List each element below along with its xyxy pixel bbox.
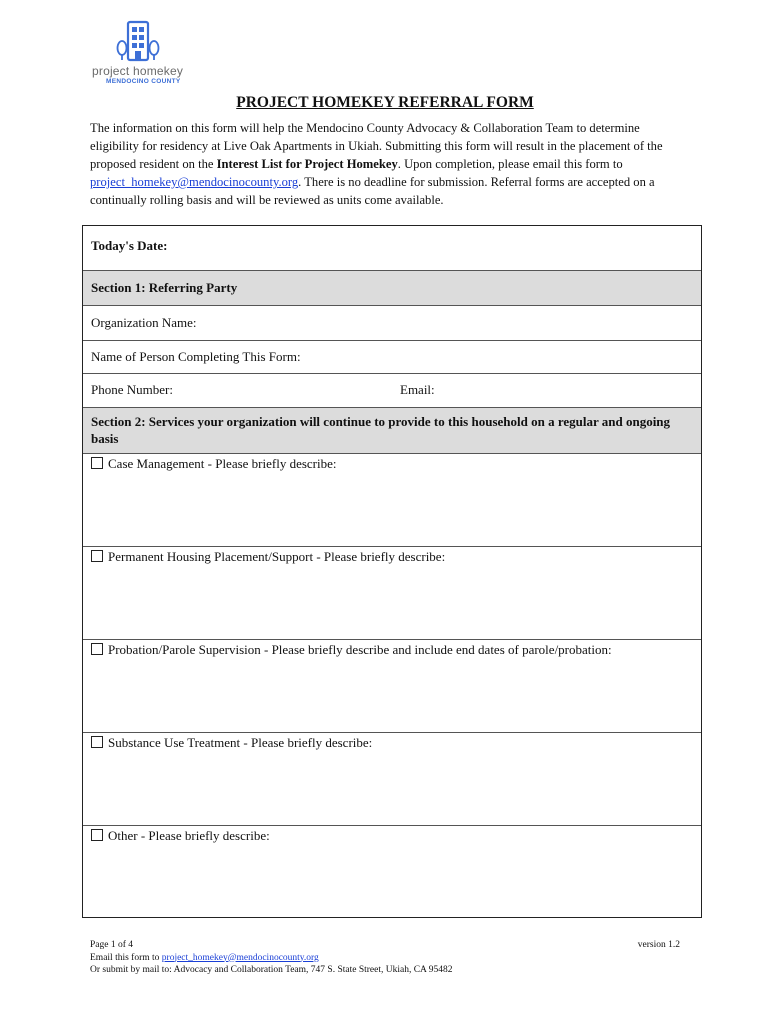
footer-email-line xyxy=(90,952,680,965)
phone-email-row[interactable] xyxy=(83,373,701,407)
section-2-label: Section 2: Services your organization will continue to provide to this household on a regular and ongoing basis xyxy=(91,414,671,446)
service-label: Probation/Parole Supervision - Please briefly describe and include end dates of parole/probation: xyxy=(108,642,612,657)
service-label: Case Management - Please briefly describe: xyxy=(108,456,337,471)
intro-text-2: . Upon completion, please email this form to xyxy=(397,157,623,171)
person-name-label: Name of Person Completing This Form: xyxy=(91,349,301,364)
section-1-label: Section 1: Referring Party xyxy=(91,280,238,295)
checkbox-icon[interactable] xyxy=(91,736,103,748)
service-label: Substance Use Treatment - Please briefly describe: xyxy=(108,735,373,750)
form-title: PROJECT HOMEKEY REFERRAL FORM xyxy=(236,94,534,111)
intro-text-1: The information on this form will help the Mendocino County Advocacy & Collaboration Team to determine eligibility for residency at Live Oak Apartments in Ukiah. Submitting this form will result in the placement of the proposed resident on the xyxy=(90,121,663,171)
checkbox-icon[interactable] xyxy=(91,457,103,469)
organization-name-field[interactable] xyxy=(83,305,701,340)
organization-name-label: Organization Name: xyxy=(91,315,197,330)
checkbox-icon[interactable] xyxy=(91,829,103,841)
checkbox-icon[interactable] xyxy=(91,643,103,655)
section-2-header xyxy=(83,407,701,453)
footer-mail-line: Or submit by mail to: Advocacy and Collaboration Team, 747 S. State Street, Ukiah, CA 95482 xyxy=(90,965,453,975)
intro-paragraph xyxy=(90,119,690,209)
phone-label: Phone Number: xyxy=(91,382,173,397)
building-logo-icon xyxy=(116,20,160,62)
service-probation-parole[interactable] xyxy=(83,639,701,732)
todays-date-label: Today's Date: xyxy=(91,238,168,253)
page-number: Page 1 of 4 xyxy=(90,940,134,950)
service-other[interactable] xyxy=(83,825,701,917)
service-label: Permanent Housing Placement/Support - Please briefly describe: xyxy=(108,549,446,564)
person-name-field[interactable] xyxy=(83,340,701,373)
intro-text-3: . There is no deadline for submission. Referral forms are accepted on a continually rolling basis and will be reviewed as units come available. xyxy=(90,175,655,207)
service-case-management[interactable] xyxy=(83,453,701,546)
intro-email-link[interactable]: project_homekey@mendocinocounty.org xyxy=(90,175,299,189)
checkbox-icon[interactable] xyxy=(91,550,103,562)
email-label: Email: xyxy=(400,382,435,397)
logo-subtitle: MENDOCINO COUNTY xyxy=(106,78,181,85)
footer-email-prefix: Email this form to xyxy=(90,952,162,963)
service-substance-use[interactable] xyxy=(83,732,701,825)
referral-form-table xyxy=(82,225,702,918)
todays-date-field[interactable] xyxy=(83,226,701,270)
footer-email-link[interactable]: project_homekey@mendocinocounty.org xyxy=(161,952,319,963)
version-label: version 1.2 xyxy=(637,940,680,950)
intro-bold: Interest List for Project Homekey xyxy=(216,157,398,171)
logo-name: project homekey xyxy=(92,64,184,78)
service-label: Other - Please briefly describe: xyxy=(108,828,270,843)
service-permanent-housing[interactable] xyxy=(83,546,701,639)
page-footer xyxy=(90,939,680,977)
section-1-header xyxy=(83,270,701,305)
project-homekey-logo xyxy=(88,20,188,90)
